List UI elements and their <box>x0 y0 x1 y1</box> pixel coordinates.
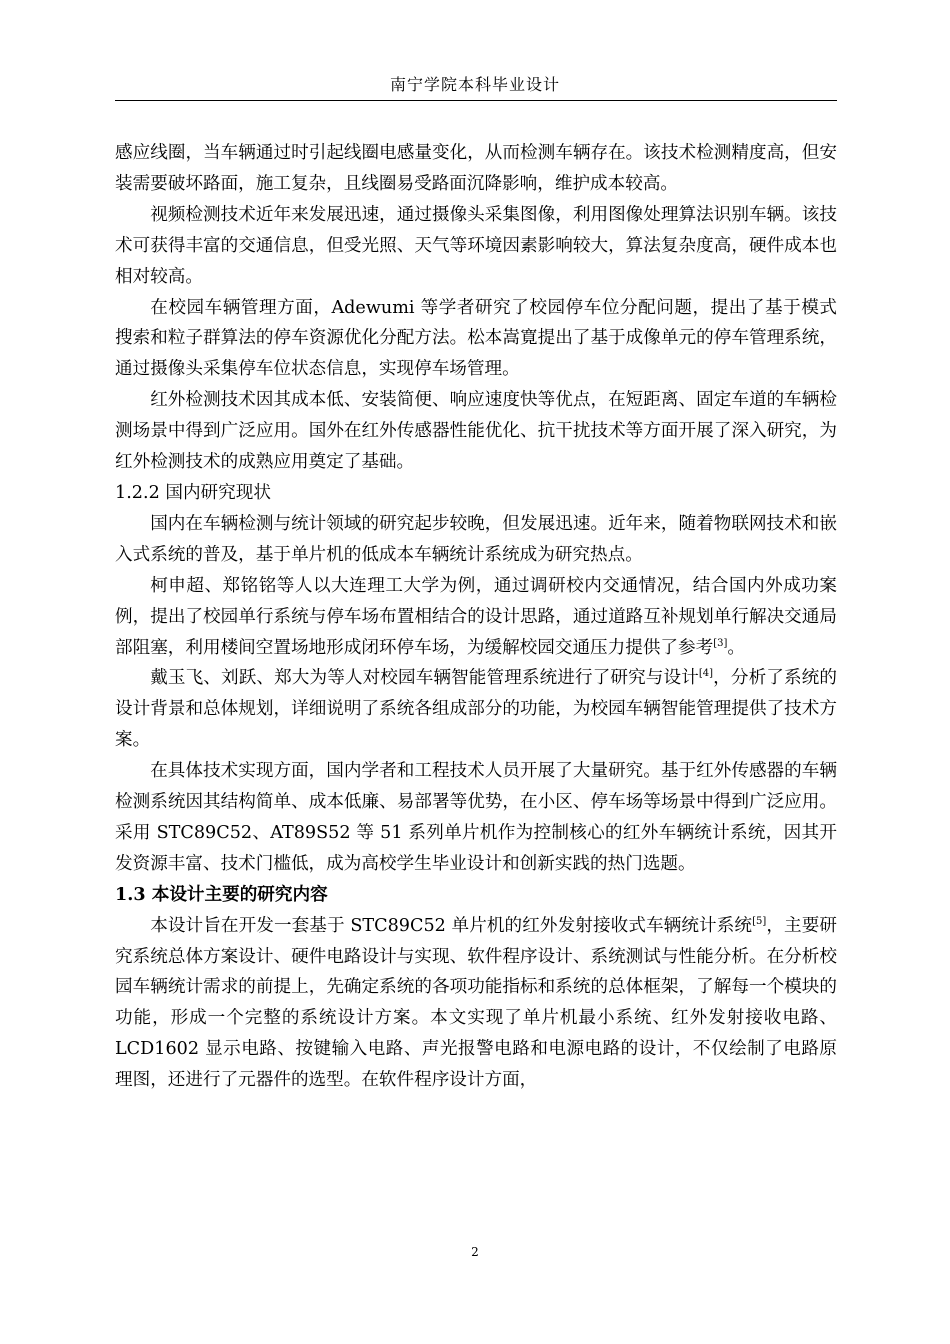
citation-ref: [3] <box>713 637 728 649</box>
paragraph-text: 柯申超、郑铭铭等人以大连理工大学为例，通过调研校内交通情况，结合国内外成功案例，提出了校园单行系统与停车场布置相结合的设计思路，通过道路互补规划单行解决交通局部阻塞，利用楼间空置场地形成闭环停车场，为缓解校园交通压力提供了参考 <box>115 575 837 658</box>
paragraph-dalian-study <box>115 571 837 664</box>
paragraph-text-end: ，主要研究系统总体方案设计、硬件电路设计与实现、软件程序设计、系统测试与性能分析。在分析校园车辆统计需求的前提上，先确定系统的各项功能指标和系统的总体框架，了解每一个模块的功能，形成一个完整的系统设计方案。本文实现了单片机最小系统、红外发射接收电路、LCD1602 显示电路、按键输入电路、声光报警电路和电源电路的设计，不仅绘制了电路原理图，还进行了元器件的选型。在软件程序设计方面， <box>115 915 837 1091</box>
page-number: 2 <box>471 1245 479 1259</box>
citation-ref: [4] <box>698 668 714 680</box>
document-body <box>115 138 837 1096</box>
paragraph-domestic-overview: 国内在车辆检测与统计领域的研究起步较晚，但发展迅速。近年来，随着物联网技术和嵌入式系统的普及，基于单片机的低成本车辆统计系统成为研究热点。 <box>115 513 837 565</box>
paragraph-text: 戴玉飞、刘跃、郑大为等人对校园车辆智能管理系统进行了研究与设计 <box>150 668 699 689</box>
paragraph-text-end: ，分析了系统的设计背景和总体规划，详细说明了系统各组成部分的功能，为校园车辆智能管理提供了技术方案。 <box>115 668 837 751</box>
paragraph-infrared-detection: 红外检测技术因其成本低、安装简便、响应速度快等优点，在短距离、固定车道的车辆检测场景中得到广泛应用。国外在红外传感器性能优化、抗干扰技术等方面开展了深入研究，为红外检测技术的成熟应用奠定了基础。 <box>115 390 837 473</box>
citation-ref: [5] <box>752 915 767 927</box>
section-heading: 1.3 本设计主要的研究内容 <box>115 883 328 905</box>
paragraph-video-detection: 视频检测技术近年来发展迅速，通过摄像头采集图像，利用图像处理算法识别车辆。该技术可获得丰富的交通信息，但受光照、天气等环境因素影响较大，算法复杂度高，硬件成本也相对较高。 <box>115 204 837 287</box>
paragraph-text-end: 。 <box>727 637 745 658</box>
header-divider <box>115 100 837 101</box>
paragraph-continued: 感应线圈，当车辆通过时引起线圈电感量变化，从而检测车辆存在。该技术检测精度高，但安装需要破坏路面，施工复杂，且线圈易受路面沉降影响，维护成本较高。 <box>115 143 837 194</box>
paragraph-smart-management <box>115 663 837 756</box>
paragraph-research-content <box>115 911 837 1096</box>
subsection-heading: 1.2.2 国内研究现状 <box>115 482 271 503</box>
paragraph-technical-implementation: 在具体技术实现方面，国内学者和工程技术人员开展了大量研究。基于红外传感器的车辆检测系统因其结构简单、成本低廉、易部署等优势，在小区、停车场等场景中得到广泛应用。采用 STC89C52、AT89S52 等 51 系列单片机作为控制核心的红外车辆统计系统，因其开发资源丰富、技术门槛低，成为高校学生毕业设计和创新实践的热门选题。 <box>115 761 837 874</box>
running-header: 南宁学院本科毕业设计 <box>389 75 560 94</box>
paragraph-text: 本设计旨在开发一套基于 STC89C52 单片机的红外发射接收式车辆统计系统 <box>150 915 753 936</box>
paragraph-campus-management: 在校园车辆管理方面，Adewumi 等学者研究了校园停车位分配问题，提出了基于模式搜索和粒子群算法的停车资源优化分配方法。松本嵩寛提出了基于成像单元的停车管理系统，通过摄像头采集停车位状态信息，实现停车场管理。 <box>115 297 837 380</box>
